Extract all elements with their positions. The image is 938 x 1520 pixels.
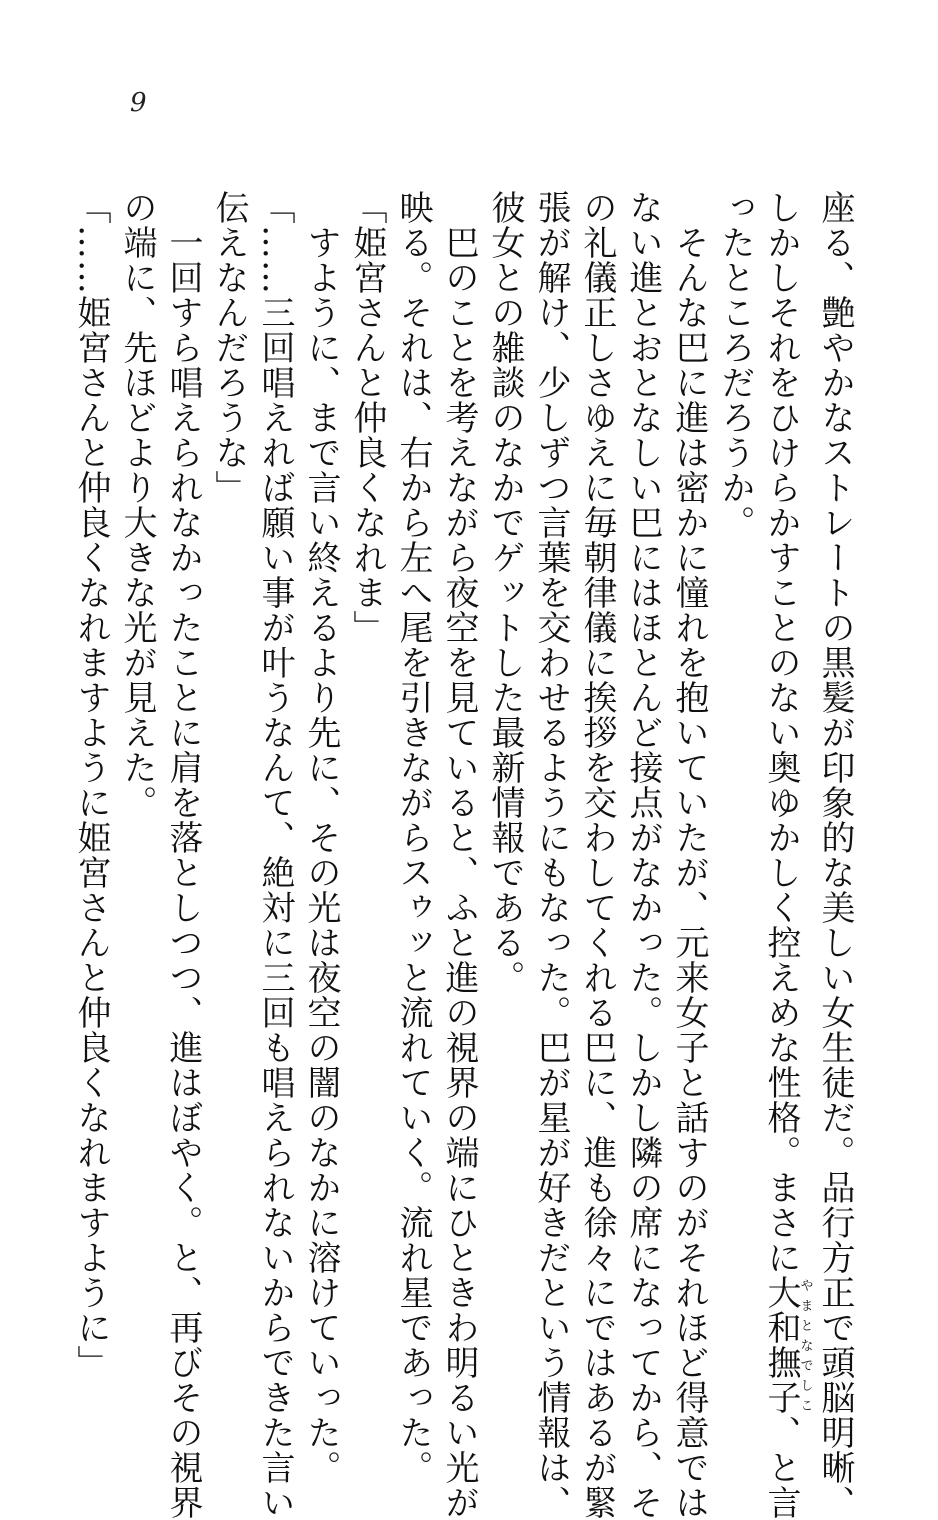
text-line-5: ない進とおとなしい巴にはほとんど接点がなかった。しかし隣の席になってから、そ	[623, 190, 663, 1520]
ruby-yamatonadeshiko	[761, 1275, 813, 1415]
text-line-3: ったところだろうか。	[715, 190, 755, 540]
ruby-base: 大和撫子	[761, 1275, 801, 1415]
text-line-1: 座る、艶やかなストレートの黒髪が印象的な美しい女生徒だ。品行方正で頭脳明晰、	[815, 190, 855, 1520]
text-line-12: すように、まで言い終えるより先に、その光は夜空の闇のなかに溶けていった。	[301, 190, 341, 1485]
text-line-10: 映る。それは、右から左へ尾を引きながらスゥッと流れていく。流れ星であった。	[393, 190, 433, 1485]
text-line-4: そんな巴に進は密かに憧れを抱いていたが、元来女子と話すのがそれほど得意では	[669, 190, 709, 1520]
vertical-text-block	[71, 190, 858, 1520]
text-line-15: 一回すら唱えられなかったことに肩を落としつつ、進はぼやく。と、再びその視界	[163, 190, 203, 1520]
text-line-8: 彼女との雑談のなかでゲットした最新情報である。	[485, 190, 525, 995]
ruby-reading: やまとなでしこ	[797, 1275, 813, 1415]
text-line-2-head: しかしそれをひけらかすことのない奥ゆかしく控えめな性格。まさに	[761, 190, 801, 1275]
page-number: 9	[130, 88, 147, 118]
text-line-14: 伝えなんだろうな」	[209, 190, 249, 505]
text-line-7: 張が解け、少しずつ言葉を交わせるようにもなった。巴が星が好きだという情報は、	[531, 190, 571, 1520]
text-line-17: 「……姫宮さんと仲良くなれますように姫宮さんと仲良くなれますように」	[71, 190, 111, 1380]
text-line-2-tail: 、と言	[761, 1415, 801, 1520]
text-line-2	[758, 190, 813, 1520]
text-line-13: 「……三回唱えれば願い事が叶うなんて、絶対に三回も唱えられないからできた言い	[255, 190, 295, 1520]
text-line-11: 「姫宮さんと仲良くなれま」	[347, 190, 387, 645]
text-line-6: の礼儀正しさゆえに毎朝律儀に挨拶を交わしてくれる巴に、進も徐々にではあるが緊	[577, 190, 617, 1520]
text-line-16: の端に、先ほどより大きな光が見えた。	[117, 190, 157, 820]
text-line-9: 巴のことを考えながら夜空を見ていると、ふと進の視界の端にひときわ明るい光が	[439, 190, 479, 1520]
